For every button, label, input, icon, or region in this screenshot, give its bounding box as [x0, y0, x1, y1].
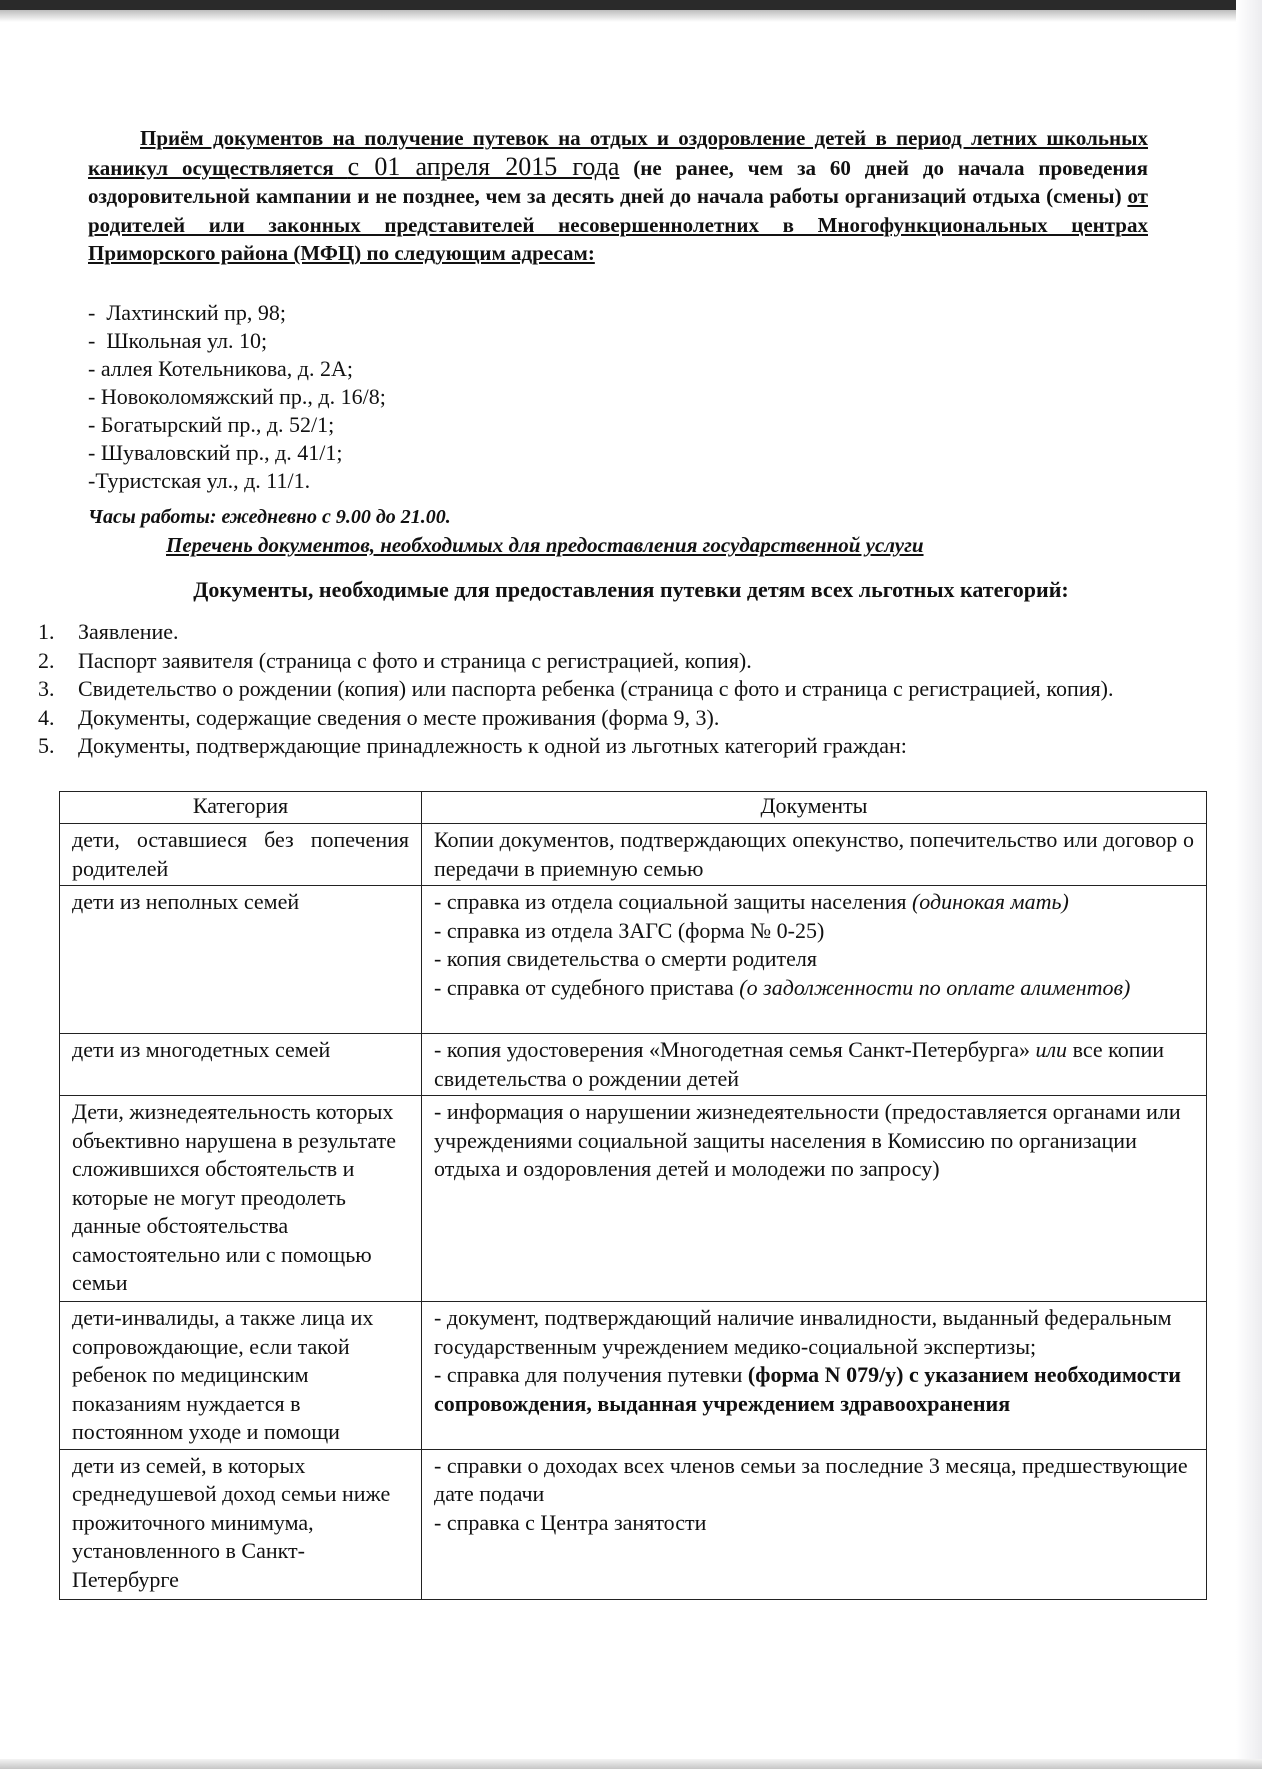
- table-row: [60, 1302, 1207, 1450]
- address-list: [88, 299, 1088, 495]
- doc-note: (о задолженности по оплате алиментов): [739, 974, 1131, 1000]
- list-text: Свидетельство о рождении (копия) или паспорта ребенка (страница с фото и страница с регистрацией, копия).: [78, 676, 1114, 701]
- documents-cell: Копии документов, подтверждающих опекунство, попечительство или договор о передачи в приемную семью: [422, 824, 1207, 886]
- documents-cell: [422, 1449, 1207, 1599]
- doc-line: - справки о доходах всех членов семьи за последние 3 месяца, предшествующие дате подачи: [434, 1452, 1188, 1506]
- table-row: [60, 886, 1207, 1034]
- address-item: - аллея Котельникова, д. 2А;: [88, 356, 353, 381]
- list-number: 5.: [38, 733, 55, 758]
- scan-bottom-edge: [0, 1759, 1262, 1769]
- list-item: [38, 618, 1138, 647]
- table-row: [60, 1096, 1207, 1302]
- doc-line: - справка из отдела ЗАГС (форма № 0-25): [434, 917, 825, 943]
- address-item: - Богатырский пр., д. 52/1;: [88, 412, 335, 437]
- intro-part1: Приём документов на получение путевок на отдых и оздоровление детей в период летних школьных каникул осуществляется: [88, 126, 1148, 180]
- document-list-title: Перечень документов, необходимых для предоставления государственной услуги: [166, 533, 924, 557]
- category-cell: дети из многодетных семей: [60, 1034, 422, 1096]
- intro-part2: (не ранее, чем за 60 дней до начала проведения оздоровительной кампании и не позднее, чем за десять дней до начала работы организаций отдыха (смены): [88, 155, 1148, 208]
- address-item: -Туристская ул., д. 11/1.: [88, 468, 311, 493]
- intro-date: с 01 апреля 2015 года: [347, 151, 620, 181]
- section-title: Документы, необходимые для предоставления путевки детям всех льготных категорий:: [193, 577, 1069, 602]
- list-number: 4.: [38, 704, 55, 730]
- list-text: Паспорт заявителя (страница с фото и страница с регистрацией, копия).: [78, 647, 752, 673]
- address-item: - Лахтинский пр, 98;: [88, 300, 287, 325]
- doc-note: или: [1035, 1037, 1068, 1062]
- list-item: [38, 704, 1138, 733]
- category-table: [59, 791, 1207, 1600]
- category-cell: Дети, жизнедеятельность которых объективно нарушена в результате сложившихся обстоятельств и которые не могут преодолеть данные обстоятельства самостоятельно или с помощью семьи: [60, 1096, 422, 1302]
- list-text: Документы, содержащие сведения о месте проживания (форма 9, 3).: [78, 704, 720, 730]
- scan-top-edge: [0, 0, 1262, 10]
- category-cell: дети из неполных семей: [60, 886, 422, 1034]
- category-cell: дети, оставшиеся без попечения родителей: [60, 824, 422, 886]
- doc-line: - копия удостоверения «Многодетная семья Санкт-Петербурга»: [434, 1037, 1036, 1062]
- doc-note: (форма N 079/у) с указанием необходимости сопровождения, выданная учреждением здравоохранения: [434, 1362, 1181, 1416]
- documents-cell: [422, 1034, 1207, 1096]
- doc-line: - справка для получения путевки: [434, 1362, 748, 1387]
- table-header-documents: Документы: [422, 792, 1207, 824]
- doc-line: - справка от судебного пристава: [434, 974, 740, 1000]
- doc-note: (одинокая мать): [911, 889, 1069, 914]
- documents-cell: - информация о нарушении жизнедеятельности (предоставляется органами или учреждениями социальной защиты населения в Комиссию по организации отдыха и оздоровления детей и молодежи по запросу): [422, 1096, 1207, 1302]
- list-number: 3.: [38, 676, 55, 701]
- numbered-list: [38, 618, 1138, 761]
- doc-line: - справка из отдела социальной защиты населения: [434, 889, 912, 914]
- list-text: Заявление.: [78, 619, 179, 644]
- category-cell: дети из семей, в которых среднедушевой доход семьи ниже прожиточного минимума, установленного в Санкт-Петербурге: [60, 1449, 422, 1599]
- address-item: - Шуваловский пр., д. 41/1;: [88, 440, 343, 465]
- list-text: Документы, подтверждающие принадлежность к одной из льготных категорий граждан:: [78, 733, 907, 758]
- doc-line: все копии свидетельства о рождении детей: [434, 1037, 1165, 1091]
- doc-line: - справка с Центра занятости: [434, 1509, 707, 1535]
- address-item: - Школьная ул. 10;: [88, 328, 268, 353]
- scan-right-edge: [1236, 0, 1262, 1769]
- list-item: [38, 647, 1138, 676]
- category-cell: дети-инвалиды, а также лица их сопровождающие, если такой ребенок по медицинским показаниям нуждается в постоянном уходе и помощи: [60, 1302, 422, 1450]
- list-number: 1.: [38, 619, 55, 644]
- documents-cell: [422, 886, 1207, 1034]
- table-row: [60, 824, 1207, 886]
- address-item: - Новоколомяжский пр., д. 16/8;: [88, 384, 386, 409]
- list-item: [38, 675, 1138, 704]
- documents-cell: [422, 1302, 1207, 1450]
- doc-line: - копия свидетельства о смерти родителя: [434, 946, 817, 971]
- table-row: [60, 1449, 1207, 1599]
- doc-line: - документ, подтверждающий наличие инвалидности, выданный федеральным государственным учреждением медико-социальной экспертизы;: [434, 1305, 1172, 1359]
- table-header-category: Категория: [60, 792, 422, 824]
- intro-paragraph: [88, 124, 1148, 268]
- table-row: [60, 1034, 1207, 1096]
- intro-part3: от родителей или законных представителей несовершеннолетних в Многофункциональных центрах Приморского района (МФЦ) по следующим адресам:: [88, 184, 1148, 265]
- table-header-row: [60, 792, 1207, 824]
- list-number: 2.: [38, 647, 55, 673]
- working-hours: Часы работы: ежедневно с 9.00 до 21.00.: [88, 506, 451, 528]
- list-item: [38, 732, 1138, 761]
